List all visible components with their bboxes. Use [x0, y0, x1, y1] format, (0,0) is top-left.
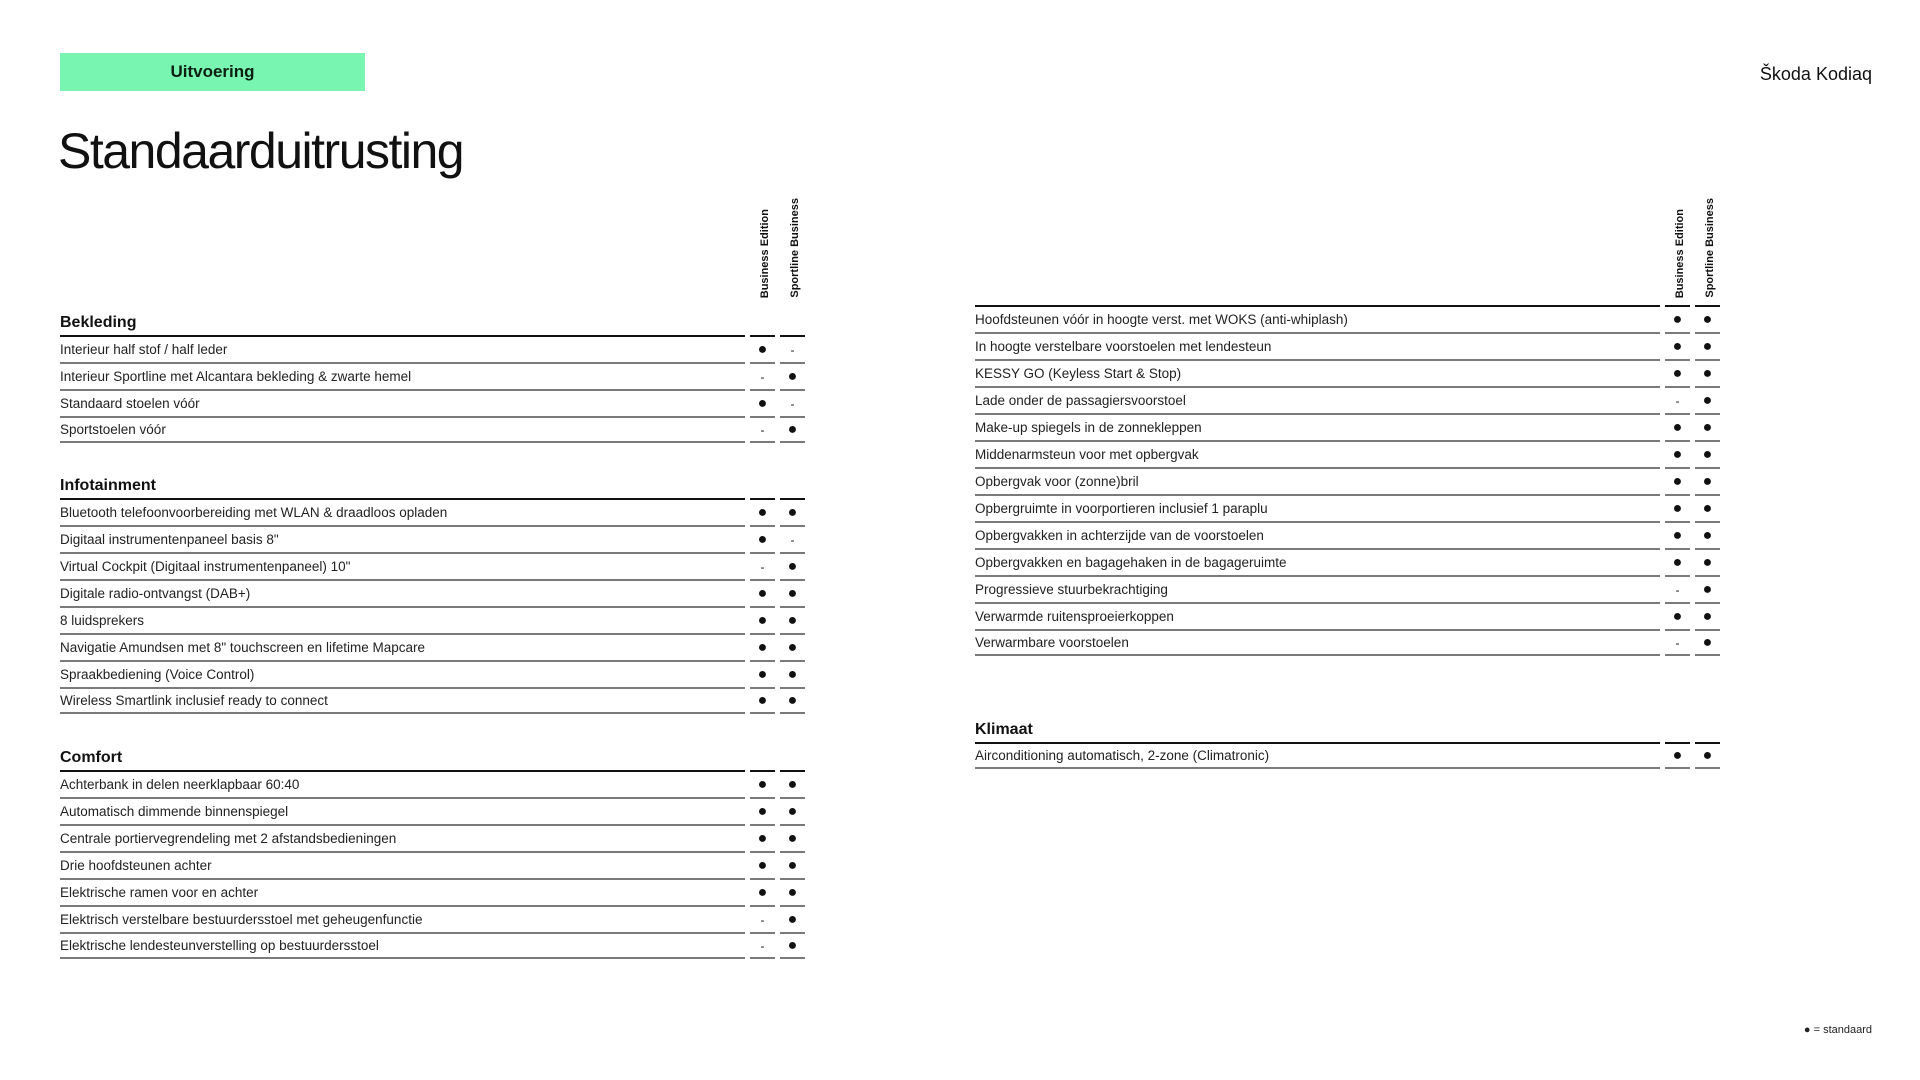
feature-name: Verwarmde ruitensproeierkoppen — [975, 602, 1660, 629]
sportline-business-value: ● — [780, 633, 805, 660]
feature-name: Interieur half stof / half leder — [60, 335, 745, 362]
business-edition-value: ● — [750, 797, 775, 824]
business-edition-value: ● — [1665, 742, 1690, 769]
sportline-business-value: ● — [1695, 521, 1720, 548]
section-title: Klimaat — [975, 721, 1033, 738]
business-edition-value: ● — [1665, 494, 1690, 521]
section-comfort-continued — [975, 305, 1720, 656]
column-header-label: Sportline Business — [789, 198, 801, 298]
legend: ● = standaard — [1803, 1024, 1872, 1036]
business-edition-value: ● — [750, 824, 775, 851]
business-edition-value: ● — [1665, 305, 1690, 332]
sportline-business-value: ● — [780, 660, 805, 687]
section-tag-label: Uitvoering — [170, 62, 255, 81]
feature-name: Hoofdsteunen vóór in hoogte verst. met WOKS (anti-whiplash) — [975, 305, 1660, 332]
section-tag — [60, 53, 365, 91]
business-edition-value: ● — [750, 633, 775, 660]
business-edition-value: ● — [750, 498, 775, 525]
sportline-business-value: ● — [780, 878, 805, 905]
column-header-sportline-business — [1695, 190, 1725, 298]
sportline-business-value: ● — [1695, 548, 1720, 575]
section-infotainment — [60, 468, 805, 714]
feature-name: Digitale radio-ontvangst (DAB+) — [60, 579, 745, 606]
section-title: Infotainment — [60, 477, 156, 494]
page-title: Standaarduitrusting — [58, 123, 464, 179]
sportline-business-value: ● — [780, 579, 805, 606]
feature-name: Virtual Cockpit (Digitaal instrumentenpaneel) 10" — [60, 552, 745, 579]
sportline-business-value: ● — [1695, 629, 1720, 656]
sportline-business-value: ● — [1695, 494, 1720, 521]
sportline-business-value: ● — [780, 797, 805, 824]
sportline-business-value: ● — [1695, 332, 1720, 359]
table-row — [975, 440, 1720, 467]
feature-name: Centrale portiervegrendeling met 2 afstandsbedieningen — [60, 824, 745, 851]
business-edition-value: - — [750, 362, 775, 389]
feature-name: Opbergvak voor (zonne)bril — [975, 467, 1660, 494]
sportline-business-value: ● — [1695, 602, 1720, 629]
feature-name: Make-up spiegels in de zonnekleppen — [975, 413, 1660, 440]
sportline-business-value: - — [780, 525, 805, 552]
business-edition-value: - — [1665, 575, 1690, 602]
table-row — [60, 579, 805, 606]
business-edition-value: - — [750, 552, 775, 579]
column-header-business-edition — [1665, 190, 1695, 298]
feature-name: Interieur Sportline met Alcantara bekleding & zwarte hemel — [60, 362, 745, 389]
table-row — [60, 498, 805, 525]
sportline-business-value: ● — [780, 498, 805, 525]
business-edition-value: - — [1665, 629, 1690, 656]
table-row — [60, 389, 805, 416]
business-edition-value: ● — [750, 606, 775, 633]
table-row — [60, 687, 805, 714]
sportline-business-value: ● — [780, 905, 805, 932]
business-edition-value: ● — [1665, 359, 1690, 386]
business-edition-value: ● — [750, 525, 775, 552]
business-edition-value: ● — [1665, 521, 1690, 548]
column-header-label: Business Edition — [1674, 208, 1686, 298]
table-row — [975, 629, 1720, 656]
feature-name: Elektrische ramen voor en achter — [60, 878, 745, 905]
table-row — [975, 548, 1720, 575]
table-row — [60, 770, 805, 797]
business-edition-value: - — [750, 905, 775, 932]
sportline-business-value: ● — [1695, 305, 1720, 332]
sportline-business-value: ● — [780, 851, 805, 878]
business-edition-value: ● — [1665, 440, 1690, 467]
sportline-business-value: ● — [1695, 359, 1720, 386]
table-row — [60, 606, 805, 633]
sportline-business-value: ● — [780, 362, 805, 389]
section-comfort — [60, 740, 805, 959]
sportline-business-value: ● — [780, 416, 805, 443]
sportline-business-value: ● — [1695, 413, 1720, 440]
table-row — [975, 521, 1720, 548]
table-row — [60, 878, 805, 905]
business-edition-value: ● — [750, 660, 775, 687]
sportline-business-value: ● — [1695, 440, 1720, 467]
business-edition-value: ● — [750, 687, 775, 714]
table-row — [975, 575, 1720, 602]
feature-name: Airconditioning automatisch, 2-zone (Climatronic) — [975, 742, 1660, 769]
feature-name: Digitaal instrumentenpaneel basis 8" — [60, 525, 745, 552]
business-edition-value: ● — [1665, 548, 1690, 575]
table-row — [975, 359, 1720, 386]
feature-name: Wireless Smartlink inclusief ready to connect — [60, 687, 745, 714]
business-edition-value: - — [750, 416, 775, 443]
table-row — [60, 335, 805, 362]
table-row — [975, 602, 1720, 629]
feature-name: In hoogte verstelbare voorstoelen met lendesteun — [975, 332, 1660, 359]
table-row — [60, 660, 805, 687]
business-edition-value: - — [1665, 386, 1690, 413]
table-row — [975, 332, 1720, 359]
feature-name: Lade onder de passagiersvoorstoel — [975, 386, 1660, 413]
business-edition-value: ● — [750, 770, 775, 797]
table-row — [975, 742, 1720, 769]
table-row — [975, 386, 1720, 413]
feature-name: Drie hoofdsteunen achter — [60, 851, 745, 878]
business-edition-value: ● — [1665, 467, 1690, 494]
business-edition-value: ● — [1665, 413, 1690, 440]
business-edition-value: ● — [750, 878, 775, 905]
sportline-business-value: ● — [780, 687, 805, 714]
column-header-sportline-business — [780, 190, 810, 298]
column-header-business-edition — [750, 190, 780, 298]
sportline-business-value: - — [780, 335, 805, 362]
table-row — [975, 413, 1720, 440]
column-header-label: Business Edition — [759, 208, 771, 298]
feature-name: Opbergvakken in achterzijde van de voorstoelen — [975, 521, 1660, 548]
feature-name: Achterbank in delen neerklapbaar 60:40 — [60, 770, 745, 797]
section-bekleding — [60, 305, 805, 443]
business-edition-value: ● — [750, 851, 775, 878]
table-row — [975, 467, 1720, 494]
table-row — [60, 797, 805, 824]
feature-name: Sportstoelen vóór — [60, 416, 745, 443]
table-row — [60, 633, 805, 660]
table-row — [60, 552, 805, 579]
feature-name: Standaard stoelen vóór — [60, 389, 745, 416]
table-row — [60, 824, 805, 851]
feature-name: Automatisch dimmende binnenspiegel — [60, 797, 745, 824]
feature-name: Elektrisch verstelbare bestuurdersstoel met geheugenfunctie — [60, 905, 745, 932]
sportline-business-value: ● — [780, 770, 805, 797]
column-header-label: Sportline Business — [1704, 198, 1716, 298]
sportline-business-value: ● — [1695, 386, 1720, 413]
section-klimaat — [975, 712, 1720, 769]
table-row — [60, 416, 805, 443]
table-row — [975, 305, 1720, 332]
business-edition-value: ● — [1665, 332, 1690, 359]
feature-name: 8 luidsprekers — [60, 606, 745, 633]
table-row — [60, 525, 805, 552]
feature-name: Bluetooth telefoonvoorbereiding met WLAN & draadloos opladen — [60, 498, 745, 525]
feature-name: Opbergruimte in voorportieren inclusief 1 paraplu — [975, 494, 1660, 521]
sportline-business-value: ● — [780, 824, 805, 851]
business-edition-value: ● — [1665, 602, 1690, 629]
table-row — [60, 932, 805, 959]
business-edition-value: - — [750, 932, 775, 959]
sportline-business-value: ● — [780, 932, 805, 959]
sportline-business-value: ● — [1695, 575, 1720, 602]
table-row — [60, 362, 805, 389]
feature-name: Spraakbediening (Voice Control) — [60, 660, 745, 687]
sportline-business-value: ● — [780, 606, 805, 633]
sportline-business-value: ● — [1695, 742, 1720, 769]
business-edition-value: ● — [750, 579, 775, 606]
table-row — [60, 905, 805, 932]
feature-name: Progressieve stuurbekrachtiging — [975, 575, 1660, 602]
table-row — [975, 494, 1720, 521]
sportline-business-value: - — [780, 389, 805, 416]
business-edition-value: ● — [750, 335, 775, 362]
feature-name: Middenarmsteun voor met opbergvak — [975, 440, 1660, 467]
brand-name: Škoda Kodiaq — [1759, 64, 1872, 84]
feature-name: Verwarmbare voorstoelen — [975, 629, 1660, 656]
table-row — [60, 851, 805, 878]
feature-name: Navigatie Amundsen met 8" touchscreen en lifetime Mapcare — [60, 633, 745, 660]
sportline-business-value: ● — [780, 552, 805, 579]
business-edition-value: ● — [750, 389, 775, 416]
section-title: Comfort — [60, 749, 123, 766]
feature-name: KESSY GO (Keyless Start & Stop) — [975, 359, 1660, 386]
feature-name: Elektrische lendesteunverstelling op bestuurdersstoel — [60, 932, 745, 959]
sportline-business-value: ● — [1695, 467, 1720, 494]
feature-name: Opbergvakken en bagagehaken in de bagageruimte — [975, 548, 1660, 575]
section-title: Bekleding — [60, 314, 137, 331]
